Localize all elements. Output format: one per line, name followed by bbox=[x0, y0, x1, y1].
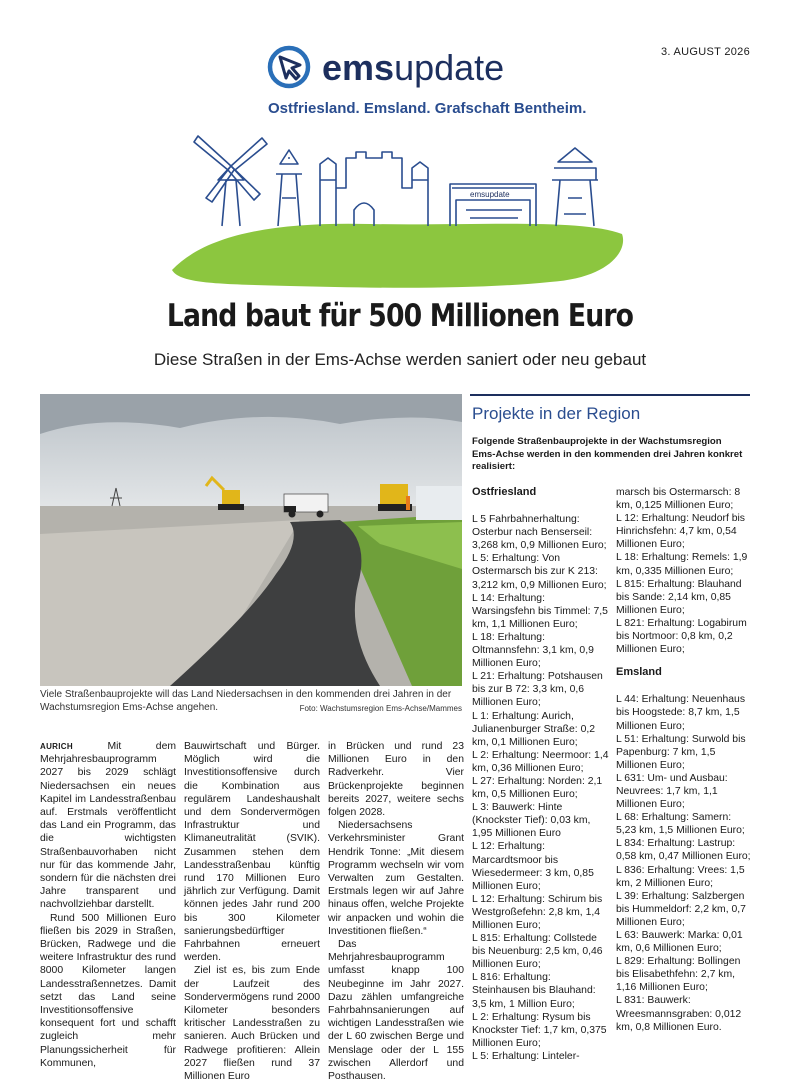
project-item: L 12: Erhaltung: Neudorf bis Hinrichsfehn: 4,7 km, 0,54 Millionen Euro; bbox=[616, 513, 745, 551]
project-item: L 5: Erhaltung: Linteler- bbox=[472, 1050, 580, 1062]
photo-caption bbox=[40, 688, 462, 715]
region-skyline-illustration bbox=[170, 118, 630, 292]
logo-wordmark: emsupdate bbox=[322, 47, 505, 88]
article-paragraph: Ziel ist es, bis zum Ende der Laufzeit des Sondervermögens rund 2000 Kilometer besonders kritischer Landesstraßen zu sanieren. Auch Brücken und Radwege profitieren: Allein 2027 fließen rund 37 Millionen Euro bbox=[184, 965, 320, 1083]
building-sign-text: emsupdate bbox=[470, 190, 510, 199]
article-subhead: Diese Straßen in der Ems-Achse werden saniert oder neu gebaut bbox=[153, 350, 647, 369]
project-item: L 44: Erhaltung: Neuenhaus bis Hoogstede: 8,7 km, 1,5 Millionen Euro; bbox=[616, 694, 746, 732]
roadwork-photo[interactable] bbox=[40, 394, 462, 686]
project-item: L 816: Erhaltung: Steinhausen bis Blauhand: 3,5 km, 1 Million Euro; bbox=[472, 972, 596, 1010]
project-item: L 631: Um- und Ausbau: Neuvrees: 1,7 km, 1,1 Millionen Euro; bbox=[616, 772, 728, 811]
project-item: L 829: Erhaltung: Bollingen bis Elisabethfehn: 2,7 km, 1,16 Millionen Euro; bbox=[616, 956, 741, 994]
article-paragraph: Niedersachsens Verkehrsminister Grant Hendrik Tonne: „Mit diesem Programm wechseln wir vom Verwalten zum Gestalten. Erstmals legen wir auf Jahre hinaus offen, welche Projekte wir anpacken und wohin die Investitionen fließen.“ bbox=[328, 820, 464, 937]
article-headline: Land baut für 500 Millionen Euro bbox=[166, 298, 634, 334]
project-item: L 5: Erhaltung: Von Ostermarsch bis zur K 213: 3,212 km, 0,9 Millionen Euro; bbox=[472, 553, 607, 591]
project-item: L 12: Erhaltung: Schirum bis Westgroßefehn: 2,8 km, 1,4 Millionen Euro; bbox=[472, 893, 603, 931]
region-heading-emsland: Emsland bbox=[616, 666, 662, 679]
article-column-3 bbox=[328, 740, 464, 1083]
project-item: L 815: Erhaltung: Collstede bis Neuenburg: 2,5 km, 0,46 Millionen Euro; bbox=[472, 933, 603, 971]
project-item: L 5 Fahrbahnerhaltung: Osterbur nach Benserseil: 3,268 km, 0,9 Millionen Euro; bbox=[472, 514, 607, 552]
projects-box-rule bbox=[470, 394, 750, 396]
article-paragraph: Das Mehrjahresbauprogramm umfasst knapp 100 Neubeginne im Jahr 2027. Dazu zählen umfangreiche Fahrbahnsanierungen auf wichtigen Landesstraßen wie der L 60 zwischen Berge und Menslage oder der L 155 zwischen Allerdorf und Posthausen. bbox=[328, 939, 464, 1083]
tagline: Ostfriesland. Emsland. Grafschaft Bentheim. bbox=[268, 100, 587, 117]
arrow-cursor-circle-icon bbox=[266, 44, 312, 90]
project-item: L 1: Erhaltung: Aurich, Julianenburger Straße: 0,2 km, 0,1 Millionen Euro; bbox=[472, 710, 596, 748]
article-paragraph: in Brücken und rund 23 Millionen Euro in den Radverkehr. Vier Brückenprojekte beginnen bereits 2027, weitere sechs folgen 2028. bbox=[328, 741, 464, 819]
project-item: L 3: Bauwerk: Hinte (Knockster Tief): 0,03 km, 1,95 Millionen Euro bbox=[472, 802, 591, 840]
project-item: L 821: Erhaltung: Logabirum bis Nortmoor: 0,8 km, 0,2 Millionen Euro; bbox=[616, 617, 747, 656]
project-item: L 831: Bauwerk: Wreesmannsgraben: 0,012 km, 0,8 Millionen Euro. bbox=[616, 995, 742, 1033]
projects-intro: Folgende Straßenbauprojekte in der Wachstumsregion Ems-Achse werden in den kommenden drei Jahren konkret realisiert: bbox=[472, 436, 743, 472]
project-item: L 51: Erhaltung: Surwold bis Papenburg: 7 km, 1,5 Millionen Euro; bbox=[616, 733, 746, 771]
project-item: L 2: Erhaltung: Neermoor: 1,4 km, 0,36 Millionen Euro; bbox=[472, 749, 609, 774]
project-item: L 14: Erhaltung: Warsingsfehn bis Timmel: 7,5 km, 1,1 Millionen Euro; bbox=[472, 592, 608, 630]
article-column-2 bbox=[184, 740, 320, 1083]
project-item: L 836: Erhaltung: Vrees: 1,5 km, 2 Millionen Euro; bbox=[616, 864, 745, 889]
project-item: L 39: Erhaltung: Salzbergen bis Hummeldorf: 2,2 km, 0,7 Millionen Euro; bbox=[616, 890, 746, 928]
project-item: L 815: Erhaltung: Blauhand bis Sande: 2,14 km, 0,85 Millionen Euro; bbox=[616, 578, 742, 616]
projects-title: Projekte in der Region bbox=[472, 404, 641, 423]
article-column-1 bbox=[40, 740, 176, 1070]
article-paragraph: Bauwirtschaft und Bürger. Möglich wird die Investitionsoffensive durch die Kombination aus regulärem Landeshaushalt und dem Sondervermögen Infrastruktur und Klimaneutralität (SVIK). Zusammen stehen dem Landesstraßenbau künftig rund 170 Millionen Euro jährlich zur Verfügung. Damit können jedes Jahr rund 200 bis 300 Kilometer sanierungsbedürftiger Fahrbahnen erneuert werden. bbox=[184, 741, 320, 964]
article-paragraph: AURICH Mit dem Mehrjahresbauprogramm 2027 bis 2029 schlägt Niedersachsen ein neues Kapitel im Landesstraßenbau auf. Erstmals veröffentlicht das Land ein Programm, das die wichtigsten Straßenbauvorhaben nicht nur für das kommende Jahr, sondern für die nächsten drei Jahre transparent und nachvollziehbar darstellt. bbox=[40, 741, 177, 911]
project-item: L 18: Erhaltung: Oltmannsfehn: 3,1 km, 0,9 Millionen Euro; bbox=[472, 631, 594, 670]
emsupdate-logo[interactable] bbox=[266, 44, 566, 94]
photo-credit: Foto: Wachstumsregion Ems-Achse/Mammes bbox=[299, 704, 462, 713]
projects-column-1 bbox=[472, 486, 610, 1063]
project-item: L 68: Erhaltung: Samern: 5,23 km, 1,5 Millionen Euro; bbox=[616, 812, 745, 837]
caption-text: Viele Straßenbauprojekte will das Land Niedersachsen in den kommenden drei Jahren in der Wachstumsregion Ems-Achse angehen. bbox=[40, 689, 452, 713]
project-item: L 63: Bauwerk: Marka: 0,01 km, 0,6 Millionen Euro; bbox=[616, 930, 743, 955]
dateline: AURICH bbox=[40, 742, 73, 751]
project-item: L 18: Erhaltung: Remels: 1,9 km, 0,335 Millionen Euro; bbox=[616, 552, 748, 577]
issue-date: 3. AUGUST 2026 bbox=[661, 46, 750, 58]
project-item: L 21: Erhaltung: Potshausen bis zur B 72: 3,3 km, 0,6 Millionen Euro; bbox=[472, 671, 603, 709]
project-item: marsch bis Ostermarsch: 8 km, 0,125 Millionen Euro; bbox=[616, 487, 741, 512]
projects-column-2 bbox=[616, 486, 752, 1034]
project-item: L 2: Erhaltung: Rysum bis Knockster Tief: 1,7 km, 0,375 Millionen Euro; bbox=[472, 1011, 607, 1049]
project-item: L 834: Erhaltung: Lastrup: 0,58 km, 0,47 Millionen Euro; bbox=[616, 838, 751, 863]
article-paragraph: Rund 500 Millionen Euro fließen bis 2029 in Straßen, Brücken, Radwege und die weitere Infrastruktur des rund 8000 Kilometer langen Landesstraßennetzes. Damit setzt das Land seine Investitionsoffensive konsequent fort und schafft zugleich mehr Planungssicherheit für Kommunen, bbox=[40, 912, 176, 1069]
region-heading-ostfriesland: Ostfriesland bbox=[472, 486, 537, 498]
project-item: L 12: Erhaltung: Marcardtsmoor bis Wiesedermeer: 3 km, 0,85 Millionen Euro; bbox=[472, 841, 594, 892]
project-item: L 27: Erhaltung: Norden: 2,1 km, 0,5 Millionen Euro; bbox=[472, 775, 603, 801]
